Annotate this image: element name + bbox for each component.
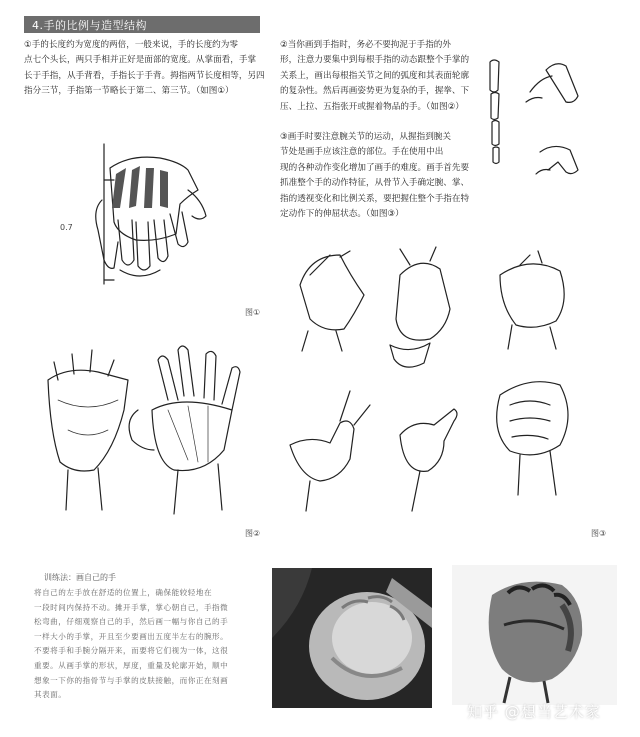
figure-2-label: 图②	[245, 529, 261, 538]
exercise-line: 想象一下你的指骨节与手掌的皮肤接触，而你正在刻画	[34, 675, 229, 685]
exercise-line: 其表面。	[34, 690, 67, 700]
section-title: 4.手的比例与造型结构	[32, 19, 147, 32]
exercise-line: 将自己的左手放在舒适的位置上，确保能较轻地在	[34, 588, 213, 597]
right-para-line: 现的各种动作变化增加了画手的难度。画手首先要	[280, 162, 470, 173]
section-title-bar	[24, 16, 260, 33]
figure-1-label: 图①	[245, 308, 261, 317]
left-para-line: 指分三节，手指第一节略长于第二、第三节。（如图①）	[24, 86, 234, 97]
right-para-line: ③画手时要注意腕关节的运动，从握指到腕关	[280, 132, 451, 142]
right-paragraph-2	[280, 38, 475, 115]
proportion-measure-label: 0.7	[60, 223, 73, 232]
fist-charcoal-drawing	[452, 565, 617, 705]
right-para-line: 压、上拉、五指张开或握着物品的手。（如图②）	[280, 101, 464, 112]
finger-bone-sketch	[478, 52, 588, 212]
right-para-line: 关系上，画出每根指关节之间的弧度和其表面轮廓	[280, 70, 470, 81]
exercise-line: 一样大小的手掌，开且至少要画出五度半左右的腕形。	[34, 631, 229, 641]
right-para-line: 指的透视变化和比例关系，要把握住整个手指在特	[280, 193, 470, 204]
left-paragraph	[24, 38, 274, 100]
left-para-line: ①手的长度约为宽度的两倍，一般来说，手的长度约为零	[24, 40, 238, 50]
right-para-line: 节处是画手应该注意的部位。手在使用中出	[280, 147, 444, 158]
hand-gestures-sketch	[280, 245, 600, 535]
right-paragraph-3	[280, 130, 475, 222]
right-para-line: 定动作下的伸屈状态。（如图③）	[280, 209, 404, 220]
fist-photo	[272, 568, 432, 708]
right-para-line: 的复杂性。然后再画姿势更为复杂的手，握拳、下	[280, 86, 470, 97]
exercise-line: 一段时间内保持不动。摊开手掌，掌心朝自己，手指微	[34, 602, 229, 612]
exercise-body	[34, 586, 264, 703]
exercise-line: 松弯曲，仔细观察自己的手，然后画一幅与你自己的手	[34, 617, 229, 627]
open-hands-sketch	[28, 340, 260, 530]
right-para-line: 抓准整个手的动作特征，从骨节入手确定腕、掌、	[280, 178, 470, 189]
figure-3-label: 图③	[591, 529, 607, 538]
exercise-title: 训练法：画自己的手	[44, 573, 116, 582]
watermark-text: 知乎 @想当艺术家	[467, 703, 601, 721]
exercise-line: 不要将手和手腕分隔开来，而要将它们视为一体，这很	[34, 646, 229, 656]
left-para-line: 点七个头长，两只手相并正好是面部的宽度。从掌面看，手掌	[24, 55, 257, 66]
exercise-line: 重要。从画手掌的形状，厚度，重量及轮廓开始，顺中	[34, 660, 229, 670]
right-para-line: 形，注意力要集中到每根手指的动态跟整个手掌的	[280, 55, 470, 66]
right-para-line: ②当你画到手指时，务必不要拘泥于手指的外	[280, 40, 451, 50]
left-para-line: 长于手指，从手背看，手指长于手背。拇指两节长度相等，另四	[24, 70, 265, 81]
